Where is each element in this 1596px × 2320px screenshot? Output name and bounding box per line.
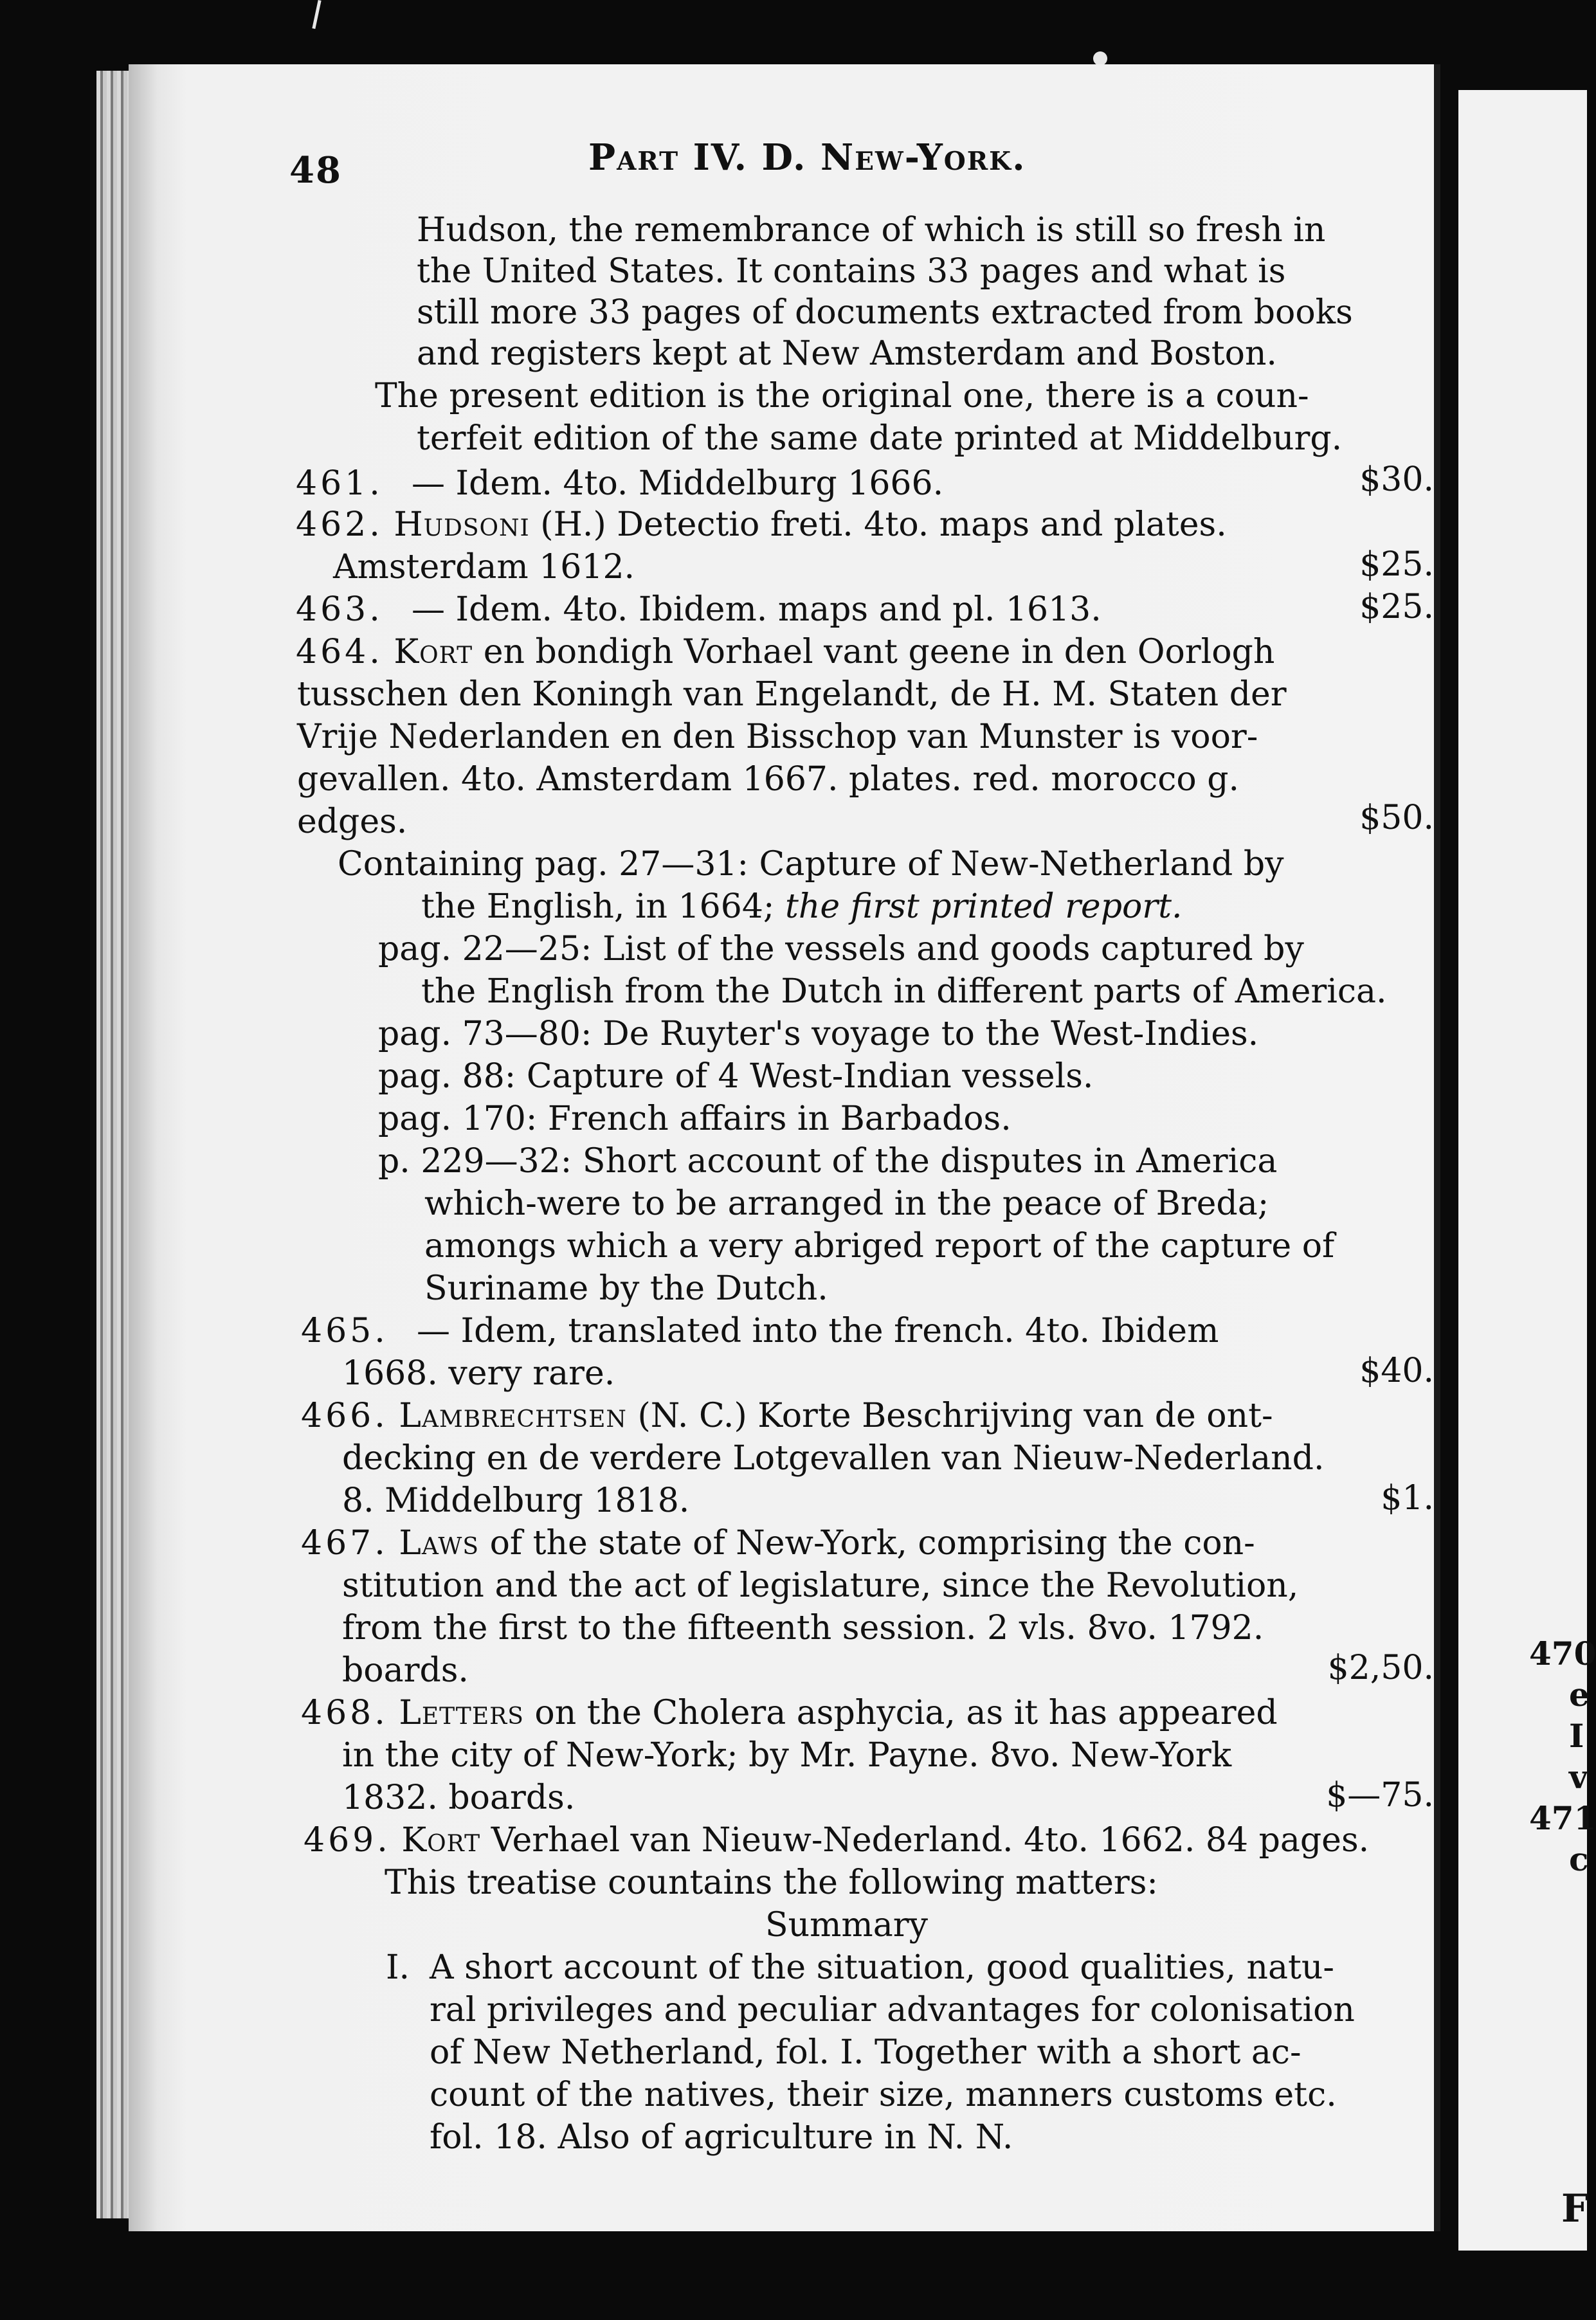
running-header: Part IV. D. New-York. xyxy=(588,136,1026,179)
page-number: 48 xyxy=(289,149,342,192)
entry-line: in the city of New-York; by Mr. Payne. 8vo. New-York xyxy=(342,1736,1232,1775)
summary-heading: Summary xyxy=(765,1906,928,1944)
contents-line: p. 229—32: Short account of the disputes in America xyxy=(378,1142,1278,1181)
contents-line: pag. 22—25: List of the vessels and goods captured by xyxy=(378,930,1304,968)
contents-line: pag. 88: Capture of 4 West-Indian vessels. xyxy=(378,1057,1094,1096)
facing-page-fragment: I xyxy=(1569,1717,1584,1755)
summary-line: count of the natives, their size, manners customs etc. xyxy=(430,2076,1337,2114)
contents-line: Suriname by the Dutch. xyxy=(424,1269,828,1308)
entry-line: stitution and the act of legislature, since the Revolution, xyxy=(342,1566,1299,1605)
summary-line: fol. 18. Also of agriculture in N. N. xyxy=(430,2118,1013,2157)
facing-page-fragment: e xyxy=(1569,1676,1590,1714)
text-line: The present edition is the original one, there is a coun- xyxy=(375,377,1309,415)
entry-text: Verhael van Nieuw-Nederland. 4to. 1662. 84 pages. xyxy=(480,1821,1370,1860)
book-page xyxy=(129,64,1440,2231)
entry-price: $30. xyxy=(1359,460,1434,499)
entry-line: 8. Middelburg 1818. xyxy=(342,1482,690,1520)
summary-line: of New Netherland, fol. I. Together with a short ac- xyxy=(430,2033,1301,2072)
facing-page-fragment: c xyxy=(1569,1840,1589,1878)
entry-text: en bondigh Vorhael vant geene in den Oorlogh xyxy=(473,633,1275,671)
entry-line xyxy=(301,1524,1255,1563)
entry-text: (N. C.) Korte Beschrijving van de ont- xyxy=(626,1397,1273,1435)
entry-author: Laws xyxy=(399,1524,480,1563)
entry-line: gevallen. 4to. Amsterdam 1667. plates. red. morocco g. xyxy=(297,760,1240,799)
text-line: terfeit edition of the same date printed at Middelburg. xyxy=(417,419,1343,458)
facing-page-fragment: v xyxy=(1569,1758,1588,1796)
contents-line: the English from the Dutch in different parts of America. xyxy=(421,972,1387,1011)
entry-number: 467. xyxy=(301,1524,388,1563)
entry-text: — Idem. 4to. Ibidem. maps and pl. 1613. xyxy=(412,590,1102,629)
entry-price: $1. xyxy=(1381,1479,1434,1518)
entry-line: Vrije Nederlanden en den Bisschop van Munster is voor- xyxy=(297,718,1258,756)
facing-page-fragment: 471 xyxy=(1529,1799,1596,1837)
entry-price: $50. xyxy=(1359,799,1434,837)
entry-text: of the state of New-York, comprising the con- xyxy=(479,1524,1255,1563)
contents-line: pag. 170: French affairs in Barbados. xyxy=(378,1100,1011,1138)
entry-price: $—75. xyxy=(1326,1776,1434,1815)
contents-line: which-were to be arranged in the peace of Breda; xyxy=(424,1184,1269,1223)
entry-line xyxy=(301,1696,1278,1730)
entry-number: 462. xyxy=(296,505,383,544)
entry-author: Letters xyxy=(399,1694,524,1732)
entry-number: 465. xyxy=(301,1312,388,1350)
entry-number: 464. xyxy=(296,633,383,671)
scan-mark xyxy=(312,0,321,29)
entry-author: Kort xyxy=(394,633,473,671)
facing-page xyxy=(1458,90,1596,2251)
entry-number: 469. xyxy=(304,1821,391,1860)
entry-author: Kort xyxy=(401,1821,481,1860)
contents-note: the first printed report. xyxy=(784,887,1183,926)
entry-text: — Idem. 4to. Middelburg 1666. xyxy=(412,464,944,503)
entry-line: from the first to the fifteenth session. 2 vls. 8vo. 1792. xyxy=(342,1609,1264,1647)
entry-number: 466. xyxy=(301,1397,388,1435)
entry-text: (H.) Detectio freti. 4to. maps and plates. xyxy=(529,505,1227,544)
entry-number: 463. xyxy=(296,590,383,629)
facing-page-fragment: F xyxy=(1561,2186,1589,2231)
entry-line xyxy=(296,505,1227,544)
contents-line: Containing pag. 27—31: Capture of New-Netherland by xyxy=(338,845,1284,884)
contents-line: pag. 73—80: De Ruyter's voyage to the West-Indies. xyxy=(378,1015,1259,1053)
entry-line: 1668. very rare. xyxy=(342,1354,615,1393)
text-line: still more 33 pages of documents extracted from books xyxy=(417,293,1353,332)
scan-mark xyxy=(1093,51,1107,66)
text-line: the United States. It contains 33 pages and what is xyxy=(417,252,1286,291)
entry-line xyxy=(296,635,1274,669)
entry-price: $40. xyxy=(1359,1352,1434,1390)
contents-line: amongs which a very abriged report of the capture of xyxy=(424,1227,1335,1265)
contents-line xyxy=(421,887,1183,926)
summary-line: ral privileges and peculiar advantages for colonisation xyxy=(430,1991,1355,2029)
entry-number: 461. xyxy=(296,464,383,503)
summary-line: A short account of the situation, good qualities, natu- xyxy=(430,1948,1334,1987)
entry-price: $2,50. xyxy=(1327,1649,1434,1687)
text-line: Hudson, the remembrance of which is still so fresh in xyxy=(417,211,1326,249)
entry-number: 468. xyxy=(301,1694,388,1732)
facing-page-fragment: 470 xyxy=(1529,1635,1596,1672)
entry-line: 1832. boards. xyxy=(342,1779,576,1817)
entry-line: Amsterdam 1612. xyxy=(333,548,635,586)
entry-price: $25. xyxy=(1359,588,1434,626)
entry-text: on the Cholera asphycia, as it has appeared xyxy=(523,1694,1278,1732)
contents-text: the English, in 1664; xyxy=(421,887,785,926)
entry-price: $25. xyxy=(1359,545,1434,584)
entry-line xyxy=(304,1821,1370,1860)
entry-author: Lambrechtsen xyxy=(399,1397,627,1435)
entry-line xyxy=(301,1399,1273,1433)
entry-author: Hudsoni xyxy=(394,505,530,544)
entry-line: tusschen den Koningh van Engelandt, de H. M. Staten der xyxy=(297,675,1287,714)
entry-line: boards. xyxy=(342,1651,469,1690)
entry-line: This treatise countains the following matters: xyxy=(385,1863,1158,1902)
entry-line: edges. xyxy=(297,802,408,841)
summary-item-number: I. xyxy=(386,1948,410,1987)
entry-text: — Idem, translated into the french. 4to. Ibidem xyxy=(417,1312,1219,1350)
entry-line: decking en de verdere Lotgevallen van Nieuw-Nederland. xyxy=(342,1439,1325,1478)
text-line: and registers kept at New Amsterdam and Boston. xyxy=(417,334,1277,373)
